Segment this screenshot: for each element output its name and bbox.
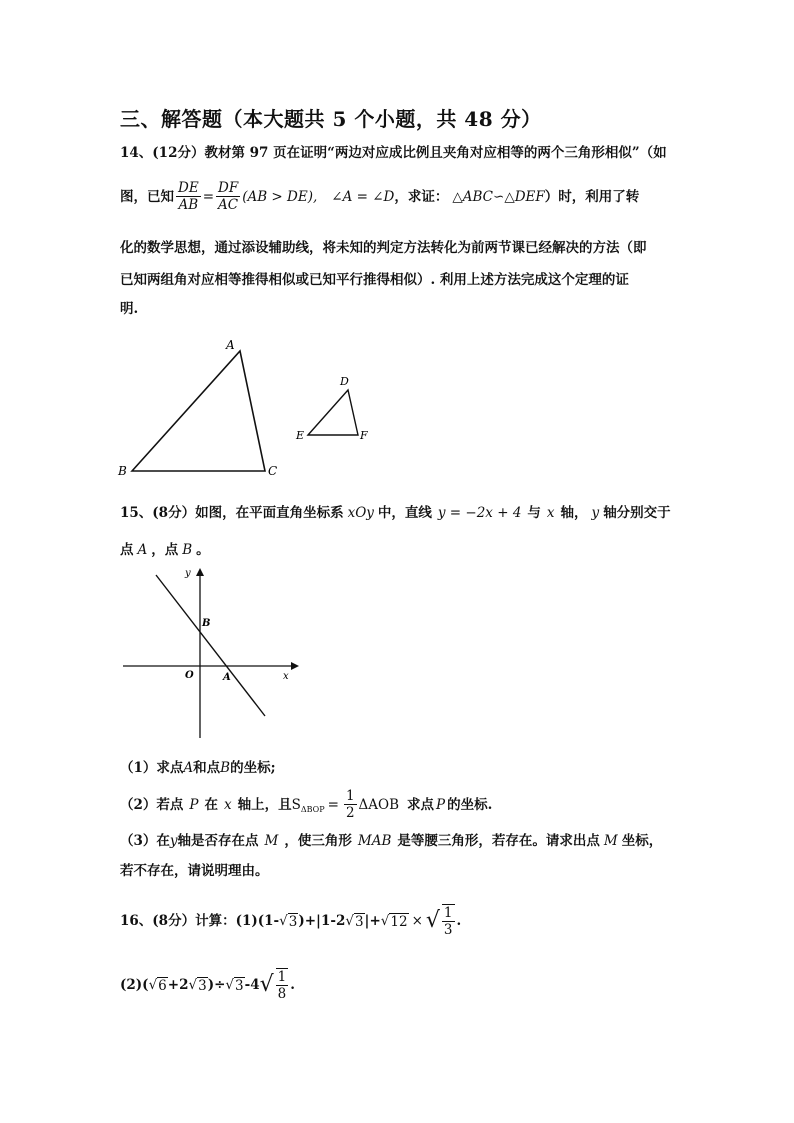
q15-p2-half (344, 788, 357, 821)
q15-x: x (546, 505, 555, 521)
label-d: D (340, 375, 349, 388)
q15-part3-line2: 若不存在，请说明理由。 (120, 863, 269, 879)
q14-angle: ∠A = ∠D (331, 188, 395, 205)
point-a-label: A (223, 672, 231, 683)
q16-e1-num: 1 (443, 905, 453, 921)
q15-p3-point-m: M (264, 833, 279, 849)
q14-condition: (AB > DE), (242, 188, 318, 205)
q15-equation: y = −2x + 4 (437, 505, 522, 521)
q15-p2-point-p2: P (436, 796, 446, 813)
q16-e2-c: )÷ (207, 977, 226, 993)
q15-p1-a: （1）求点 (120, 760, 184, 776)
q16-e1-times: × (411, 913, 423, 929)
q15-y: y (591, 505, 600, 521)
label-e: E (296, 429, 305, 442)
q15-text-d: 轴， (560, 505, 588, 521)
q15-part3 (120, 831, 662, 851)
q14-line2-prefix: 图，已知 (120, 188, 174, 205)
q15-p2-area: S (291, 796, 301, 813)
q15-p2-point-p: P (189, 796, 199, 813)
coordinate-figure (115, 560, 300, 745)
q15-p2-x: x (224, 796, 232, 813)
q14-line5: 明. (120, 301, 139, 317)
label-b: B (118, 464, 127, 478)
q15-point-a: A (137, 542, 148, 558)
q14-prove-label: ，求证： (394, 188, 449, 205)
q15-p3-a: （3）在 (120, 833, 170, 849)
q16-e2-num: 1 (277, 969, 287, 985)
q15-p1-b: 和点 (193, 760, 221, 776)
q15-part1 (120, 758, 276, 778)
point-b-label: B (202, 618, 211, 629)
label-a: A (226, 338, 235, 352)
q15-xoy: xOy (347, 505, 374, 521)
q15-line1 (120, 503, 671, 523)
q15-p2-eq: = (327, 796, 339, 813)
q14-frac2-den: AC (218, 197, 239, 213)
q14-frac2-num: DF (218, 180, 239, 196)
q16-e2-root1: 6 (158, 977, 167, 994)
q15-p3-b: 轴是否存在点 (177, 833, 259, 849)
q15-p3-y: y (169, 833, 178, 849)
triangles-figure (110, 335, 390, 480)
q15-p1-point-a: A (183, 760, 194, 776)
axis-label-y: y (185, 568, 191, 579)
q14-line2-suffix: ）时，利用了转 (544, 188, 640, 205)
q15-p2-area-sub: ΔBOP (300, 804, 325, 814)
q16-e1-c: |+ (364, 913, 381, 929)
q15-p2-a: （2）若点 (120, 796, 184, 813)
q15-p1-c: 的坐标; (230, 760, 276, 776)
q16-e1-den: 3 (443, 922, 453, 938)
q15-text-c: 与 (527, 505, 541, 521)
axis-label-x: x (283, 671, 289, 682)
q15-p3-mab: MAB (357, 833, 392, 849)
q16-e2-root3: 3 (235, 977, 244, 994)
q16-e1-b: )+|1-2 (298, 913, 346, 929)
q14-prove: △ABC∽△DEF (452, 188, 545, 205)
q15-p2-c: 轴上，且 (237, 796, 292, 813)
origin-label: O (185, 670, 194, 681)
q15-point-b: B (182, 542, 193, 558)
q15-text-b: 中，直线 (377, 505, 432, 521)
q15-line2 (120, 540, 210, 560)
y-axis-arrow (196, 568, 204, 576)
q16-e2-b: +2 (167, 977, 189, 993)
q15-p2-d: 求点 (407, 796, 435, 813)
q15-p2-triangle: ΔAOB (358, 796, 400, 813)
q16-e1-fraction (442, 904, 455, 938)
label-f: F (360, 429, 368, 442)
q16-e1-a: (1)(1- (235, 913, 280, 929)
q15-p3-d: 是等腰三角形，若存在。请求出点 (397, 833, 600, 849)
q15-text-g: ，点 (151, 542, 179, 558)
q16-e2-den: 8 (277, 986, 287, 1002)
q16-e2-d: -4 (244, 977, 260, 993)
q16-e2-root2: 3 (198, 977, 207, 994)
q16-expression2: (2)( √ 6 +2 √ 3 )÷ √ 3 -4 √ $\frac{1}{8}$ . (120, 969, 295, 1002)
section-title: 三、解答题（本大题共 5 个小题，共 48 分） (120, 107, 542, 131)
triangle-abc (132, 351, 265, 471)
q16-e1-root3: 12 (390, 913, 408, 930)
q15-text-a: 15、(8分）如图，在平面直角坐标系 (120, 505, 344, 521)
q16-e1-root1: 3 (288, 913, 298, 930)
q14-line2 (120, 180, 639, 213)
q16-e1-root2: 3 (354, 913, 364, 930)
q14-fraction-df-ac (216, 180, 240, 213)
q15-part2 (120, 788, 492, 821)
q16-e2-end: . (290, 977, 295, 993)
q15-p2-num: 1 (345, 788, 355, 804)
x-axis-arrow (291, 662, 299, 670)
line-y-eq (156, 575, 265, 716)
q15-p3-point-m2: M (603, 833, 618, 849)
q16-expression1: 16、(8分）计算： (1)(1- √ 3 )+|1-2 √ 3 |+ √ 12 × √ $\frac{1}{3}$ . (120, 905, 462, 938)
q14-frac1-num: DE (178, 180, 199, 196)
q15-p2-den: 2 (345, 805, 355, 821)
q16-e2-fraction (276, 968, 289, 1002)
q14-line4: 已知两组角对应相等推得相似或已知平行推得相似）. 利用上述方法完成这个定理的证 (120, 272, 629, 288)
q16-e1-end: . (456, 913, 462, 929)
q15-p2-e: 的坐标. (447, 796, 493, 813)
q16-e2-a: (2)( (120, 977, 149, 993)
q15-text-f: 点 (120, 542, 134, 558)
q14-line1: 14、(12分）教材第 97 页在证明“两边对应成比例且夹角对应相等的两个三角形相似”（如 (120, 145, 667, 161)
triangle-def (308, 390, 358, 435)
q15-text-h: 。 (196, 542, 210, 558)
q14-eq: = (202, 188, 214, 205)
q16-heading: 16、(8分）计算： (120, 913, 236, 929)
label-c: C (268, 464, 278, 478)
q14-line3: 化的数学思想，通过添设辅助线，将未知的判定方法转化为前两节课已经解决的方法（即 (120, 240, 647, 256)
q15-text-e: 轴分别交于 (603, 505, 671, 521)
q14-fraction-de-ab (176, 180, 201, 213)
q15-p2-b: 在 (204, 796, 218, 813)
q15-p3-c: ，使三角形 (284, 833, 352, 849)
q15-p3-e: 坐标， (621, 833, 663, 849)
q14-frac1-den: AB (178, 197, 199, 213)
q15-p1-point-b: B (220, 760, 231, 776)
